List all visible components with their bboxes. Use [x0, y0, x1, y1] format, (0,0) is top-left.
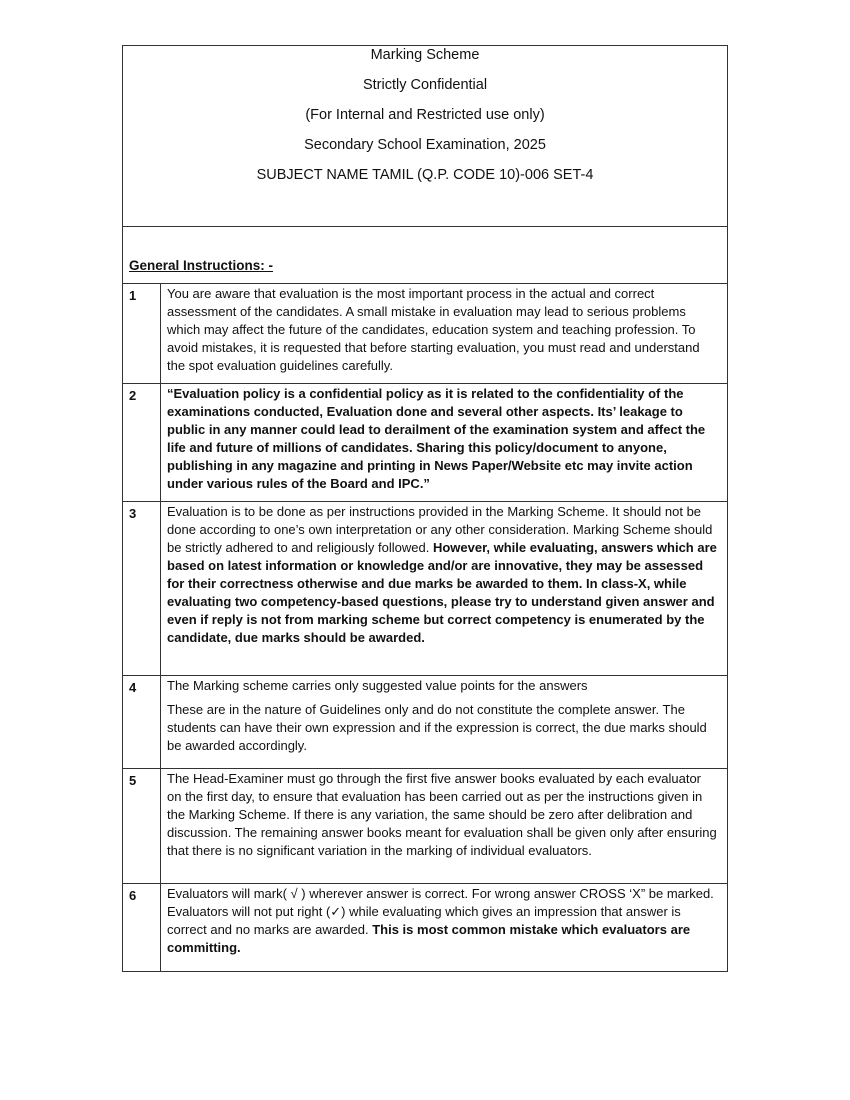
instruction-number: 6 — [123, 884, 161, 972]
instruction-number: 5 — [123, 769, 161, 884]
instruction-bold-text: This is most common mistake which evaluators are committing. — [167, 922, 691, 955]
instruction-number: 1 — [123, 284, 161, 384]
instruction-number: 3 — [123, 502, 161, 676]
instruction-row — [123, 676, 728, 769]
general-instructions-row — [123, 227, 728, 284]
instruction-number: 4 — [123, 676, 161, 769]
instruction-text-2: These are in the nature of Guidelines only and do not constitute the complete answer. The students can have their own expression and if the expression is correct, the due marks should be awarded accordingly. — [167, 702, 707, 753]
header-title: Marking Scheme — [370, 47, 480, 63]
instruction-number: 2 — [123, 384, 161, 502]
instruction-row — [123, 884, 728, 972]
instruction-text: You are aware that evaluation is the most important process in the actual and correct assessment of the candidates. A small mistake in evaluation may lead to serious problems which may affect the future of the candidates, education system and teaching profession. To avoid mistakes, it is requested that before starting evaluation, you must read and understand the spot evaluation guidelines carefully. — [167, 286, 700, 373]
instruction-bold-text: However, while evaluating, answers which are based on latest information or knowledge and/or are innovative, they may be assessed for their correctness otherwise and due marks be awarded to them. In class-X, while evaluating two competency-based questions, please try to understand given answer and even if reply is not from marking scheme but correct competency is enumerated by the candidate, due marks should be awarded. — [167, 540, 717, 645]
general-instructions-heading: General Instructions: - — [129, 258, 274, 273]
document-header — [123, 46, 728, 227]
instruction-row — [123, 284, 728, 384]
instruction-text: Evaluators will mark( √ ) wherever answer is correct. For wrong answer CROSS ‘X” be marked. Evaluators will not put right (✓) while evaluating which gives an impression that answer is correct and no marks are awarded. — [167, 886, 714, 937]
header-restricted: (For Internal and Restricted use only) — [305, 107, 545, 123]
instruction-row — [123, 769, 728, 884]
instruction-row — [123, 384, 728, 502]
header-exam: Secondary School Examination, 2025 — [304, 137, 546, 153]
marking-scheme-table — [122, 45, 728, 972]
instruction-row — [123, 502, 728, 676]
instruction-text: The Marking scheme carries only suggested value points for the answers — [167, 678, 588, 693]
instruction-text: Evaluation is to be done as per instructions provided in the Marking Scheme. It should not be done according to one’s own interpretation or any other consideration. Marking Scheme should be strictly adhered to and religiously followed. — [167, 504, 713, 555]
instruction-text: The Head-Examiner must go through the first five answer books evaluated by each evaluator on the first day, to ensure that evaluation has been carried out as per the instructions given in the Marking Scheme. If there is any variation, the same should be zero after delibration and discussion. The remaining answer books meant for evaluation shall be given only after ensuring that there is no significant variation in the marking of individual evaluators. — [167, 771, 717, 858]
header-confidential: Strictly Confidential — [362, 77, 488, 93]
instruction-text: “Evaluation policy is a confidential policy as it is related to the confidentiality of the examinations conducted, Evaluation done and several other aspects. Its’ leakage to public in any manner could lead to derailment of the examination system and affect the life and future of millions of candidates. Sharing this policy/document to anyone, publishing in any magazine and printing in News Paper/Website etc may invite action under various rules of the Board and IPC.” — [167, 386, 706, 491]
header-subject: SUBJECT NAME TAMIL (Q.P. CODE 10)-006 SET-4 — [256, 167, 594, 183]
